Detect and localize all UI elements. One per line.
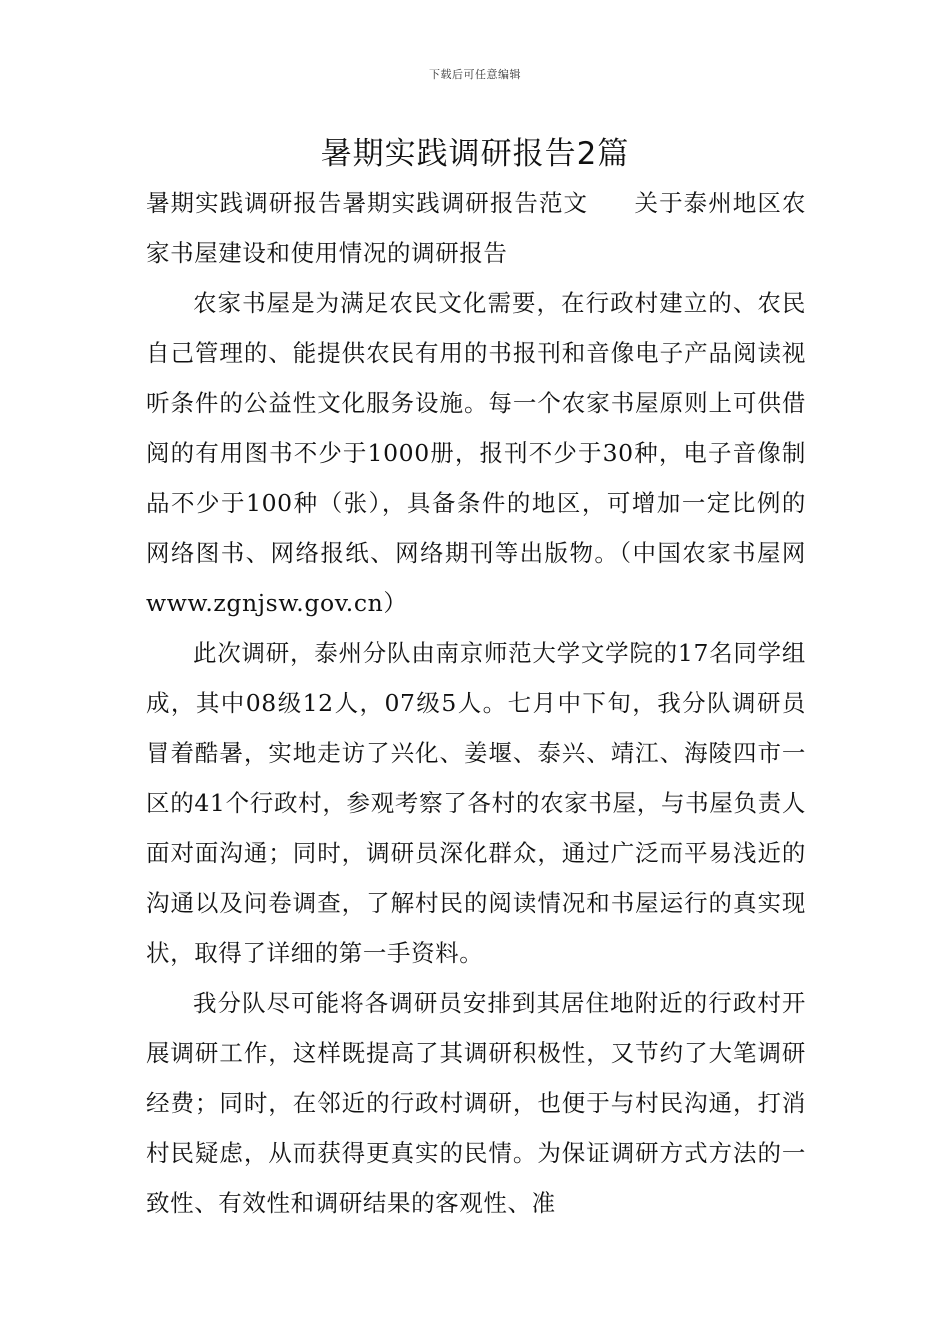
paragraph-1: 农家书屋是为满足农民文化需要，在行政村建立的、农民自己管理的、能提供农民有用的书报刊和音像电子产品阅读视听条件的公益性文化服务设施。每一个农家书屋原则上可供借阅的有用图书不少于1000册，报刊不少于30种，电子音像制品不少于100种（张），具备条件的地区，可增加一定比例的网络图书、网络报纸、网络期刊等出版物。（中国农家书屋网www.zgnjsw.gov.cn） xyxy=(146,289,806,617)
subtitle-right: 关于泰州地区农家书屋建设和使用情况的调研报告 xyxy=(146,189,806,267)
page-header-note: 下载后可任意编辑 xyxy=(429,68,521,81)
paragraph-3: 我分队尽可能将各调研员安排到其居住地附近的行政村开展调研工作，这样既提高了其调研积极性，又节约了大笔调研经费；同时，在邻近的行政村调研，也便于与村民沟通，打消村民疑虑，从而获得更真实的民情。为保证调研方式方法的一致性、有效性和调研结果的客观性、准 xyxy=(146,989,806,1217)
paragraph-2: 此次调研，泰州分队由南京师范大学文学院的17名同学组成，其中08级12人，07级5人。七月中下旬，我分队调研员冒着酷暑，实地走访了兴化、姜堰、泰兴、靖江、海陵四市一区的41个行政村，参观考察了各村的农家书屋，与书屋负责人面对面沟通；同时，调研员深化群众，通过广泛而平易浅近的沟通以及问卷调查，了解村民的阅读情况和书屋运行的真实现状，取得了详细的第一手资料。 xyxy=(146,639,806,967)
document-subtitle xyxy=(146,178,806,278)
document-title: 暑期实践调研报告2篇 xyxy=(320,136,630,172)
document-body xyxy=(146,178,806,1228)
subtitle-left: 暑期实践调研报告暑期实践调研报告范文 xyxy=(146,189,589,217)
